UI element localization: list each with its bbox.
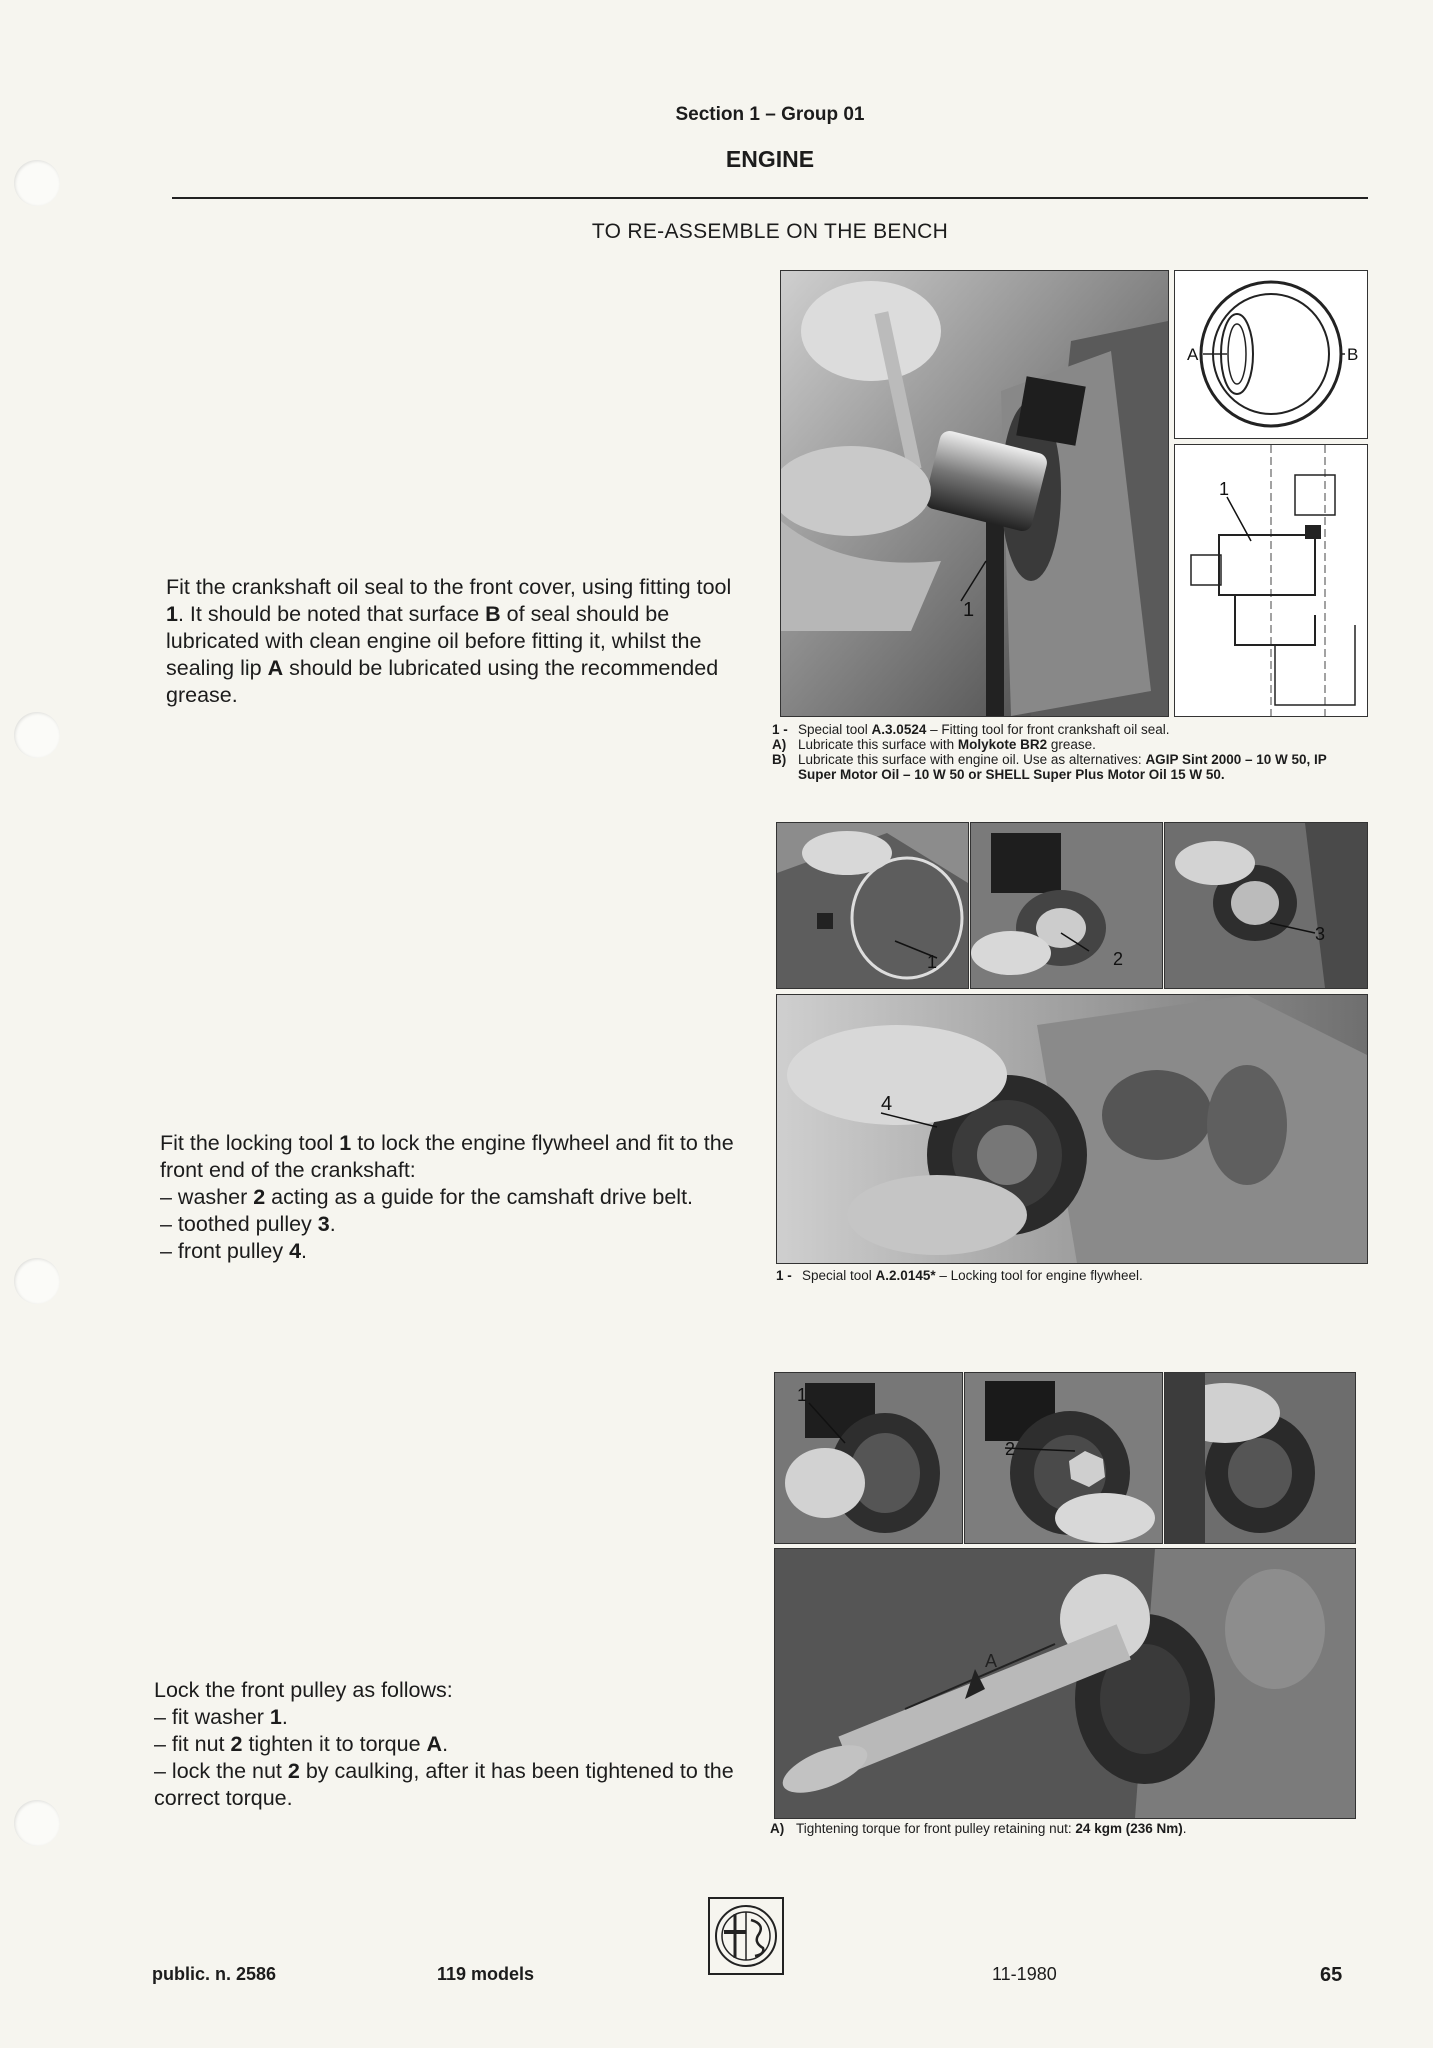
show-through-text xyxy=(166,726,172,750)
step2-list-item xyxy=(160,1211,760,1238)
step2-intro-num: 1 xyxy=(339,1131,352,1155)
caption-bold: Molykote BR2 xyxy=(957,737,1048,752)
caption-key: A) xyxy=(772,737,787,752)
step2-caption xyxy=(776,1268,1372,1283)
caption-text: Tightening torque for front pulley retaining nut: xyxy=(796,1821,1076,1836)
step1-photo-graphic xyxy=(781,271,1168,716)
inset-label-1: 1 xyxy=(1219,479,1230,499)
caption-key: A) xyxy=(770,1821,785,1836)
step3-list-item xyxy=(154,1731,754,1758)
caption-bold: AGIP Sint 2000 – 10 W 50, IP Super Motor Oil – 10 W 50 or SHELL Super Plus Motor Oil 15 W 50. xyxy=(798,752,1327,782)
step1-text-b: . It should be noted that surface xyxy=(177,602,486,626)
step1-photo-fitting-tool xyxy=(780,270,1169,717)
step3-item-text: . xyxy=(442,1732,449,1756)
step2-item-text: . xyxy=(329,1212,336,1236)
step2-callout-4: 4 xyxy=(881,1093,893,1115)
step2-item-text: – washer xyxy=(160,1185,254,1209)
alfa-romeo-badge-graphic xyxy=(707,1896,785,1976)
caption-key: 1 - xyxy=(772,722,788,737)
step3-list-item xyxy=(154,1704,754,1731)
step2-photo-1-graphic xyxy=(777,823,968,988)
step3-photo-3-graphic xyxy=(1165,1373,1355,1543)
step1-tool-num: 1 xyxy=(166,602,178,626)
step1-surface-b: B xyxy=(485,602,501,626)
step3-caption-row xyxy=(770,1821,1366,1836)
step2-item-text: – toothed pulley xyxy=(160,1212,318,1236)
inset-label-a: A xyxy=(1187,345,1199,364)
step3-photo-1-graphic xyxy=(775,1373,962,1543)
step3-intro: Lock the front pulley as follows: xyxy=(154,1678,453,1702)
publication-date: 11-1980 xyxy=(992,1964,1057,1984)
section-heading: Section 1 – Group 01 xyxy=(675,104,865,125)
step1-caption-row xyxy=(772,722,1368,737)
caption-bold: A.3.0524 xyxy=(871,722,927,737)
step3-item-text: by caulking, after it has been tightened to the correct torque. xyxy=(154,1759,734,1810)
caption-bold: 24 kgm (236 Nm) xyxy=(1075,1821,1183,1836)
caption-text: – Fitting tool for front crankshaft oil seal. xyxy=(926,722,1170,737)
step2-photo-2-graphic xyxy=(971,823,1162,988)
step1-caption-row xyxy=(772,752,1368,782)
caption-text: Lubricate this surface with engine oil. Use as alternatives: xyxy=(798,752,1146,767)
caption-text: grease. xyxy=(1047,737,1096,752)
step3-photo-torque-wrench xyxy=(774,1548,1356,1819)
caption-text: Special tool xyxy=(802,1268,876,1283)
step3-torque-label: A xyxy=(426,1732,443,1756)
inset-label-b: B xyxy=(1347,345,1359,364)
step1-instruction xyxy=(166,574,752,709)
page-title: ENGINE xyxy=(725,146,815,172)
procedure-subtitle: TO RE-ASSEMBLE ON THE BENCH xyxy=(591,220,949,243)
seal-diagram-graphic xyxy=(1175,271,1367,438)
cross-section-graphic xyxy=(1175,445,1367,716)
step2-caption-row xyxy=(776,1268,1372,1283)
caption-bold: A.2.0145* xyxy=(875,1268,936,1283)
punch-hole-middle xyxy=(14,712,60,758)
caption-text: – Locking tool for engine flywheel. xyxy=(935,1268,1143,1283)
step1-lip-a: A xyxy=(267,656,284,680)
step2-intro-b: to lock the engine flywheel and fit to the front end of the crankshaft: xyxy=(160,1131,734,1182)
step3-item-num: 2 xyxy=(230,1732,243,1756)
step3-photo-4-graphic xyxy=(775,1549,1355,1818)
step3-item-num: 1 xyxy=(269,1705,282,1729)
step2-photo-toothed-pulley xyxy=(1164,822,1368,989)
step3-callout-a: A xyxy=(985,1651,998,1671)
punch-hole-bottom xyxy=(14,1800,60,1846)
step2-item-text: acting as a guide for the camshaft drive belt. xyxy=(265,1185,694,1209)
step3-item-text: – lock the nut xyxy=(154,1759,288,1783)
step2-intro-a: Fit the locking tool xyxy=(160,1131,340,1155)
header-rule xyxy=(172,197,1368,199)
caption-key: 1 - xyxy=(776,1268,792,1283)
step2-photo-locking-tool xyxy=(776,822,969,989)
step3-item-num: 2 xyxy=(287,1759,300,1783)
step3-item-text: tighten it to torque xyxy=(242,1732,427,1756)
punch-hole-middle-lower xyxy=(14,1258,60,1304)
step3-list-item xyxy=(154,1758,754,1812)
step3-photo-caulking xyxy=(1164,1372,1356,1544)
step3-callout-1: 1 xyxy=(797,1385,808,1405)
step3-callout-2: 2 xyxy=(1005,1439,1016,1459)
step2-callout-1: 1 xyxy=(927,952,938,972)
step1-text-c: of seal should be lubricated with clean engine oil before fitting it, whilst the sealing lip xyxy=(166,602,702,680)
step1-caption-row xyxy=(772,737,1368,752)
step3-item-text: – fit washer xyxy=(154,1705,270,1729)
publication-number: public. n. 2586 xyxy=(152,1964,277,1984)
step2-item-text: – front pulley xyxy=(160,1239,290,1263)
step3-photo-nut xyxy=(964,1372,1163,1544)
step2-photo-4-graphic xyxy=(777,995,1367,1263)
step2-item-num: 2 xyxy=(253,1185,266,1209)
step2-callout-3: 3 xyxy=(1315,924,1326,944)
step1-callout-1: 1 xyxy=(963,599,975,621)
step1-caption xyxy=(772,722,1368,782)
step2-item-text: . xyxy=(301,1239,308,1263)
step3-item-text: . xyxy=(281,1705,288,1729)
caption-text: Special tool xyxy=(798,722,872,737)
step3-item-text: – fit nut xyxy=(154,1732,231,1756)
cross-section-inset-diagram xyxy=(1174,444,1368,717)
step3-instruction xyxy=(154,1677,754,1812)
step3-caption xyxy=(770,1821,1366,1836)
caption-key: B) xyxy=(772,752,787,767)
step1-text-d: should be lubricated using the recommended grease. xyxy=(166,656,719,707)
step2-instruction xyxy=(160,1130,760,1265)
step2-photo-3-graphic xyxy=(1165,823,1367,988)
step2-list-item xyxy=(160,1238,760,1265)
step2-callout-2: 2 xyxy=(1113,949,1124,969)
step3-photo-washer xyxy=(774,1372,963,1544)
models-label: 119 models xyxy=(437,1964,535,1984)
step2-item-num: 3 xyxy=(317,1212,330,1236)
alfa-romeo-logo xyxy=(707,1896,785,1976)
caption-text: . xyxy=(1182,1821,1187,1836)
page-number: 65 xyxy=(1320,1964,1343,1986)
step2-item-num: 4 xyxy=(289,1239,302,1263)
step3-photo-2-graphic xyxy=(965,1373,1162,1543)
caption-text: Lubricate this surface with xyxy=(798,737,958,752)
step2-list-item xyxy=(160,1184,760,1211)
seal-inset-diagram xyxy=(1174,270,1368,439)
step2-photo-front-pulley xyxy=(776,994,1368,1264)
step2-photo-washer xyxy=(970,822,1163,989)
step1-text-a: Fit the crankshaft oil seal to the front cover, using fitting tool xyxy=(166,575,732,599)
